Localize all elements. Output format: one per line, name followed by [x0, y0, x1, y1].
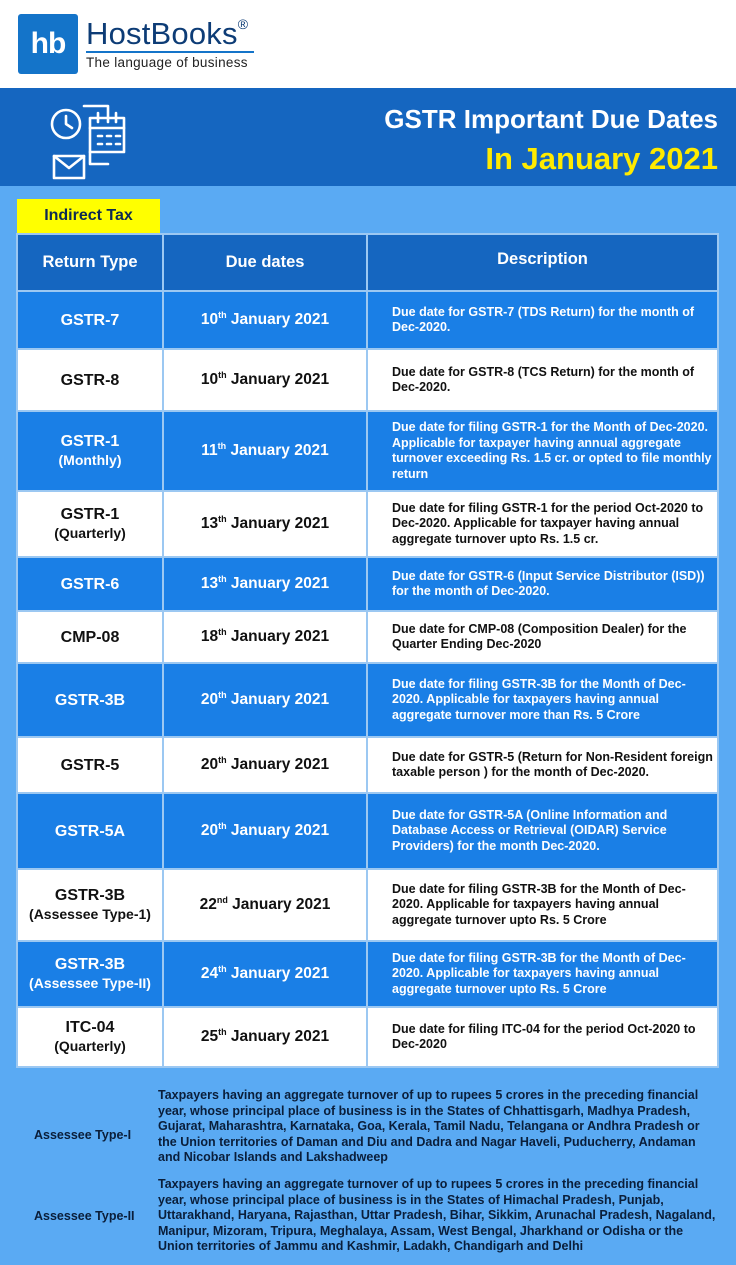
due-date-cell	[163, 793, 367, 869]
header-return-type: Return Type	[17, 234, 163, 291]
return-type-cell	[17, 663, 163, 737]
due-date-cell	[163, 411, 367, 491]
return-type-cell	[17, 941, 163, 1007]
hostbooks-logo-icon[interactable]	[18, 14, 78, 74]
due-day-suffix: th	[218, 370, 227, 381]
banner-title-line2: In January 2021	[485, 141, 718, 176]
table-row	[17, 491, 718, 557]
description-cell: Due date for filing ITC-04 for the period Oct-2020 to Dec-2020	[367, 1007, 718, 1067]
due-date-cell	[163, 291, 367, 349]
return-type-name: GSTR-3B	[54, 887, 126, 904]
due-day: 20	[200, 691, 219, 709]
description-cell: Due date for GSTR-6 (Input Service Distributor (ISD)) for the month of Dec-2020.	[367, 557, 718, 611]
note-type-1	[18, 1088, 720, 1174]
table-row	[17, 611, 718, 663]
description-cell: Due date for filing GSTR-3B for the Month of Dec-2020. Applicable for taxpayers having annual aggregate turnover upto Rs. 5 Crore	[367, 941, 718, 1007]
return-type-name: GSTR-5A	[54, 822, 126, 840]
table-row	[17, 793, 718, 869]
return-type-name: GSTR-7	[60, 311, 120, 329]
note-text: Taxpayers having an aggregate turnover of up to rupees 5 crores in the preceding financial year, whose principal place of business is in the States of Chhattisgarh, Madhya Pradesh, Gujarat, Maharashtra, Karnataka, Goa, Kerala, Tamil Nadu, Telangana or Andhra Pradesh or the Union territories of Daman and Diu and Dadra and Nagar Haveli, Puducherry, Andaman and Nicobar Islands and Lakshadweep	[158, 1088, 700, 1165]
due-month-year: January 2021	[226, 575, 330, 593]
return-type-name: CMP-08	[60, 628, 120, 646]
due-day-suffix: th	[218, 821, 227, 832]
return-type-cell	[17, 793, 163, 869]
description-cell: Due date for filing GSTR-1 for the Month of Dec-2020. Applicable for taxpayer having annual aggregate turnover exceeding Rs. 1.5 cr. or opted to file monthly return	[367, 411, 718, 491]
logo-text: hb	[30, 27, 66, 60]
due-day-suffix: nd	[216, 895, 228, 906]
due-date-cell	[163, 491, 367, 557]
due-day-suffix: th	[218, 690, 227, 701]
brand-name-text: HostBooks	[86, 16, 238, 51]
header	[0, 0, 736, 88]
return-type-cell	[17, 1007, 163, 1067]
description-cell: Due date for filing GSTR-3B for the Month of Dec-2020. Applicable for taxpayers having annual aggregate turnover upto Rs. 5 Crore	[367, 869, 718, 941]
due-month-year: January 2021	[226, 822, 330, 840]
calendar-clock-mail-icon	[46, 100, 130, 182]
return-type-name: GSTR-1	[60, 433, 120, 450]
table-row	[17, 291, 718, 349]
return-type-name: ITC-04	[65, 1019, 115, 1036]
note-label: Assessee Type-II	[34, 1209, 135, 1223]
description-cell: Due date for filing GSTR-3B for the Month of Dec-2020. Applicable for taxpayers having annual aggregate turnover more than Rs. 5 Crore	[367, 663, 718, 737]
due-month-year: January 2021	[226, 311, 330, 329]
due-date-cell	[163, 941, 367, 1007]
due-day-suffix: th	[218, 310, 227, 321]
due-day: 24	[200, 965, 219, 983]
due-day-suffix: th	[218, 514, 227, 525]
banner-title-line1: GSTR Important Due Dates	[384, 104, 718, 134]
due-month-year: January 2021	[227, 896, 331, 914]
note-type-2	[18, 1177, 720, 1263]
return-type-name: GSTR-5	[60, 756, 120, 774]
table-row	[17, 663, 718, 737]
due-date-cell	[163, 349, 367, 411]
note-text: Taxpayers having an aggregate turnover of up to rupees 5 crores in the preceding financial year, whose principal place of business is in the States of Himachal Pradesh, Punjab, Uttarakhand, Haryana, Rajasthan, Uttar Pradesh, Bihar, Sikkim, Arunachal Pradesh, Nagaland, Manipur, Mizoram, Tripura, Meghalaya, Assam, West Bengal, Jharkhand or Odisha or the Union territories of Jammu and Kashmir, Ladakh, Chandigarh and Delhi	[158, 1177, 716, 1254]
description-cell: Due date for GSTR-8 (TCS Return) for the month of Dec-2020.	[367, 349, 718, 411]
return-type-name: GSTR-3B	[54, 691, 126, 709]
return-type-cell	[17, 737, 163, 793]
due-day-suffix: th	[218, 964, 227, 975]
due-day: 18	[200, 628, 219, 646]
note-label: Assessee Type-I	[34, 1128, 132, 1142]
return-type-cell	[17, 349, 163, 411]
return-type-name: GSTR-3B	[54, 956, 126, 973]
brand-name	[86, 16, 248, 52]
due-day: 13	[200, 515, 219, 533]
section-tag: Indirect Tax	[17, 199, 160, 233]
description-cell: Due date for CMP-08 (Composition Dealer) for the Quarter Ending Dec-2020	[367, 611, 718, 663]
table-row	[17, 411, 718, 491]
due-day-suffix: th	[217, 441, 227, 452]
table-row	[17, 737, 718, 793]
table-row	[17, 1007, 718, 1067]
brand-tagline: The language of business	[86, 55, 248, 70]
due-day: 22	[199, 896, 217, 914]
return-type-cell	[17, 557, 163, 611]
notes-section	[18, 1078, 720, 1260]
return-type-name: GSTR-6	[60, 575, 120, 593]
due-month-year: January 2021	[226, 756, 330, 774]
due-date-cell	[163, 557, 367, 611]
due-date-cell	[163, 869, 367, 941]
return-type-sub: (Assessee Type-1)	[29, 906, 151, 922]
due-day: 10	[200, 311, 219, 329]
due-month-year: January 2021	[226, 628, 330, 646]
description-cell: Due date for GSTR-5 (Return for Non-Resident foreign taxable person ) for the month of Dec-2020.	[367, 737, 718, 793]
return-type-sub: (Monthly)	[58, 452, 122, 468]
due-day: 11	[201, 442, 218, 460]
header-due-dates: Due dates	[163, 234, 367, 291]
due-month-year: January 2021	[226, 965, 330, 983]
header-description: Description	[367, 234, 718, 291]
table-row	[17, 869, 718, 941]
due-day: 20	[200, 822, 219, 840]
due-day: 25	[200, 1028, 219, 1046]
description-cell: Due date for filing GSTR-1 for the period Oct-2020 to Dec-2020. Applicable for taxpayer having annual aggregate turnover upto Rs. 1.5 cr.	[367, 491, 718, 557]
return-type-sub: (Quarterly)	[54, 525, 126, 541]
due-date-cell	[163, 611, 367, 663]
return-type-name: GSTR-8	[60, 371, 120, 389]
due-date-cell	[163, 737, 367, 793]
return-type-sub: (Assessee Type-II)	[29, 975, 151, 991]
table-row	[17, 557, 718, 611]
return-type-cell	[17, 869, 163, 941]
due-day-suffix: th	[218, 755, 227, 766]
description-cell: Due date for GSTR-7 (TDS Return) for the month of Dec-2020.	[367, 291, 718, 349]
due-month-year: January 2021	[226, 371, 330, 389]
due-month-year: January 2021	[226, 691, 330, 709]
return-type-cell	[17, 611, 163, 663]
table-row	[17, 941, 718, 1007]
due-day: 20	[200, 756, 219, 774]
return-type-cell	[17, 411, 163, 491]
due-dates-table	[16, 233, 719, 1068]
brand-underline	[86, 51, 254, 53]
due-month-year: January 2021	[226, 515, 330, 533]
return-type-name: GSTR-1	[60, 506, 120, 523]
due-month-year: January 2021	[226, 1028, 330, 1046]
due-day-suffix: th	[218, 627, 227, 638]
due-date-cell	[163, 1007, 367, 1067]
due-day: 13	[200, 575, 219, 593]
due-day-suffix: th	[218, 574, 227, 585]
due-day: 10	[200, 371, 219, 389]
due-day-suffix: th	[218, 1027, 227, 1038]
registered-mark: ®	[237, 15, 249, 32]
description-cell: Due date for GSTR-5A (Online Information and Database Access or Retrieval (OIDAR) Service Providers) for the month Dec-2020.	[367, 793, 718, 869]
due-month-year: January 2021	[226, 442, 329, 460]
due-date-cell	[163, 663, 367, 737]
table-row	[17, 349, 718, 411]
table-header-row	[17, 234, 718, 291]
return-type-cell	[17, 491, 163, 557]
return-type-cell	[17, 291, 163, 349]
return-type-sub: (Quarterly)	[54, 1038, 126, 1054]
